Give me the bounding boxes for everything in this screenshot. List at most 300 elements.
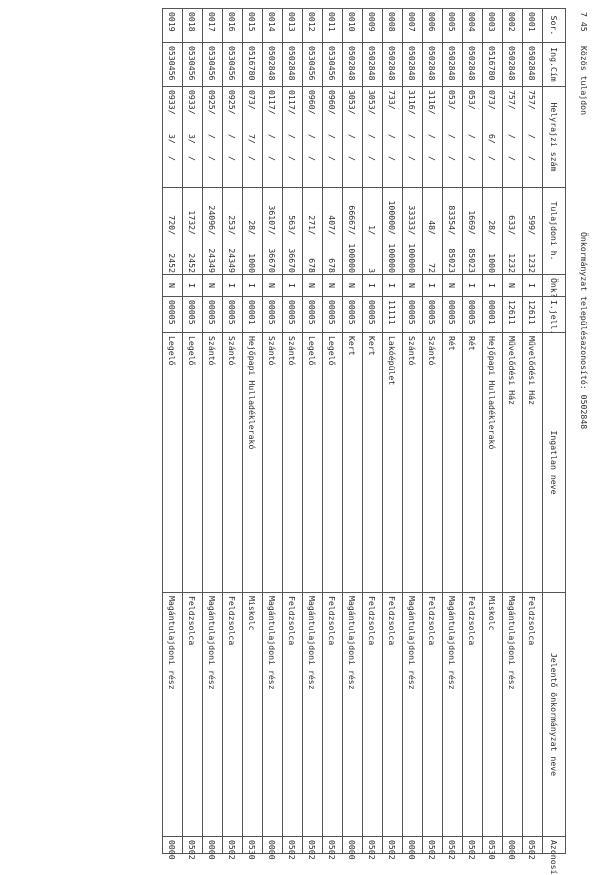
cell-helyrajzi-szam (243, 87, 263, 188)
cell-ing-cim: 0502848 (443, 43, 463, 87)
tul-numerator: 599/ (527, 215, 538, 235)
cell-azonosito: 0000 (163, 837, 183, 854)
cell-helyrajzi-szam (223, 87, 243, 188)
table-body (163, 9, 543, 860)
cell-ingatlan-neve: Szántó (423, 333, 443, 593)
hrsz-part3: / (167, 156, 178, 161)
cell-helyrajzi-szam (383, 87, 403, 188)
hrsz-part1: 0117/ (267, 90, 278, 115)
cell-helyrajzi-szam (283, 87, 303, 188)
table-row (203, 9, 223, 854)
cell-ing-cim: 0516780 (243, 43, 263, 87)
cell-sor: 0014 (263, 9, 283, 43)
tul-numerator: 563/ (287, 215, 298, 235)
table-row (343, 9, 363, 854)
hrsz-part3: / (187, 156, 198, 161)
cell-i-jell: 00005 (423, 297, 443, 333)
col-header-tulajdoni-h: Tulajdoni h. (543, 188, 566, 275)
cell-onk: I (183, 275, 203, 297)
hrsz-part1: 3116/ (427, 90, 438, 115)
cell-ing-cim: 0530456 (303, 43, 323, 87)
cell-jelento-onkormanyzat: Feldzsolca (323, 593, 343, 837)
tul-numerator: 271/ (307, 215, 318, 235)
cell-azonosito: 0000 (503, 837, 523, 854)
hrsz-part1: 073/ (487, 90, 498, 110)
hrsz-part3: / (347, 156, 358, 161)
hrsz-part2: / (287, 134, 298, 139)
cell-azonosito: 0502 (223, 837, 243, 854)
cell-ingatlan-neve: Művelődési Ház (523, 333, 543, 593)
cell-azonosito: 0502 (363, 837, 383, 854)
cell-jelento-onkormanyzat: Magántulajdoni rész (403, 593, 423, 837)
cell-sor: 0007 (403, 9, 423, 43)
document-title: Önkormányzat településazonosító: 0502848 (579, 232, 589, 430)
hrsz-part3: / (267, 156, 278, 161)
hrsz-part2: / (387, 134, 398, 139)
tul-denominator: 36670 (267, 248, 278, 273)
cell-jelento-onkormanyzat: Magántulajdoni rész (503, 593, 523, 837)
cell-tulajdoni-hanyad (483, 188, 503, 275)
tul-numerator: 1732/ (187, 210, 198, 235)
table-row (503, 9, 523, 854)
cell-jelento-onkormanyzat: Miskolc (483, 593, 503, 837)
table-row (183, 9, 203, 854)
cell-ing-cim: 0502848 (463, 43, 483, 87)
cell-i-jell: 00005 (203, 297, 223, 333)
cell-i-jell: 12611 (523, 297, 543, 333)
cell-helyrajzi-szam (343, 87, 363, 188)
cell-i-jell: 00001 (483, 297, 503, 333)
table-row (403, 9, 423, 854)
cell-helyrajzi-szam (483, 87, 503, 188)
hrsz-part1: 0933/ (187, 90, 198, 115)
cell-ingatlan-neve: Legelő (163, 333, 183, 593)
cell-tulajdoni-hanyad (503, 188, 523, 275)
cell-sor: 0002 (503, 9, 523, 43)
cell-ingatlan-neve: Hejőpapi Hulladéklerakó (243, 333, 263, 593)
cell-ing-cim: 0530456 (203, 43, 223, 87)
cell-onk: N (503, 275, 523, 297)
cell-ing-cim: 0502848 (403, 43, 423, 87)
tul-numerator: 253/ (227, 215, 238, 235)
cell-helyrajzi-szam (463, 87, 483, 188)
cell-azonosito: 0000 (403, 837, 423, 854)
cell-azonosito: 0502 (283, 837, 303, 854)
cell-azonosito: 0502 (323, 837, 343, 854)
cell-ingatlan-neve: Szántó (203, 333, 223, 593)
cell-i-jell: 00005 (403, 297, 423, 333)
cell-tulajdoni-hanyad (423, 188, 443, 275)
table-row (363, 9, 383, 854)
cell-tulajdoni-hanyad (243, 188, 263, 275)
col-header-helyrajzi-szam: Helyrajzi szám (543, 87, 566, 188)
property-table (162, 8, 566, 875)
tul-numerator: 36107/ (267, 205, 278, 235)
cell-sor: 0015 (243, 9, 263, 43)
tul-denominator: 678 (327, 258, 338, 273)
cell-i-jell: 00005 (443, 297, 463, 333)
cell-ing-cim: 0502848 (423, 43, 443, 87)
table-row (163, 9, 183, 854)
cell-jelento-onkormanyzat: Feldzsolca (183, 593, 203, 837)
tul-numerator: 66667/ (347, 205, 358, 235)
hrsz-part1: 053/ (447, 90, 458, 110)
cell-ing-cim: 0502848 (503, 43, 523, 87)
cell-ing-cim: 0530456 (163, 43, 183, 87)
cell-ing-cim: 0502848 (363, 43, 383, 87)
hrsz-part2: / (507, 134, 518, 139)
hrsz-part3: / (407, 156, 418, 161)
cell-onk: I (483, 275, 503, 297)
table-header-row (543, 9, 566, 854)
cell-ingatlan-neve: Lakóépület (383, 333, 403, 593)
cell-onk: N (403, 275, 423, 297)
tul-numerator: 24096/ (207, 205, 218, 235)
tul-numerator: 48/ (427, 220, 438, 235)
tul-numerator: 83354/ (447, 205, 458, 235)
cell-jelento-onkormanyzat: Feldzsolca (283, 593, 303, 837)
cell-ing-cim: 0502848 (523, 43, 543, 87)
cell-onk: I (243, 275, 263, 297)
cell-ingatlan-neve: Művelődési Ház (503, 333, 523, 593)
table-row (283, 9, 303, 854)
hrsz-part2: 3/ (167, 134, 178, 144)
cell-sor: 0011 (323, 9, 343, 43)
hrsz-part2: 6/ (487, 134, 498, 144)
hrsz-part2: 3/ (187, 134, 198, 144)
hrsz-part3: / (227, 156, 238, 161)
cell-jelento-onkormanyzat: Magántulajdoni rész (343, 593, 363, 837)
table-row (423, 9, 443, 854)
cell-i-jell: 11111 (383, 297, 403, 333)
cell-onk: N (263, 275, 283, 297)
cell-azonosito: 0502 (463, 837, 483, 854)
cell-ingatlan-neve: Rét (443, 333, 463, 593)
table-row (523, 9, 543, 854)
cell-azonosito: 0502 (523, 837, 543, 854)
cell-jelento-onkormanyzat: Feldzsolca (523, 593, 543, 837)
cell-sor: 0005 (443, 9, 463, 43)
cell-tulajdoni-hanyad (283, 188, 303, 275)
cell-azonosito: 0502 (183, 837, 203, 854)
hrsz-part2: / (207, 134, 218, 139)
col-header-i-jell: I.jell. (543, 297, 566, 333)
cell-onk: I (423, 275, 443, 297)
cell-ingatlan-neve: Legelő (183, 333, 203, 593)
tul-denominator: 100000 (407, 243, 418, 273)
cell-sor: 0006 (423, 9, 443, 43)
tul-denominator: 100000 (347, 243, 358, 273)
cell-i-jell: 00005 (163, 297, 183, 333)
tul-denominator: 1000 (247, 253, 258, 273)
tul-denominator: 24349 (227, 248, 238, 273)
hrsz-part1: 3053/ (367, 90, 378, 115)
hrsz-part3: / (327, 156, 338, 161)
hrsz-part3: / (387, 156, 398, 161)
cell-ing-cim: 0502848 (283, 43, 303, 87)
table-row (303, 9, 323, 854)
cell-i-jell: 00005 (363, 297, 383, 333)
hrsz-part3: / (447, 156, 458, 161)
hrsz-part2: / (467, 134, 478, 139)
hrsz-part3: / (427, 156, 438, 161)
tul-numerator: 633/ (507, 215, 518, 235)
tul-numerator: 33333/ (407, 205, 418, 235)
hrsz-part1: 0960/ (327, 90, 338, 115)
col-header-sor: Sor. (543, 9, 566, 43)
cell-sor: 0008 (383, 9, 403, 43)
col-header-azonosito: Azonosí (543, 837, 566, 854)
hrsz-part1: 0117/ (287, 90, 298, 115)
cell-helyrajzi-szam (303, 87, 323, 188)
cell-azonosito: 0502 (443, 837, 463, 854)
cell-helyrajzi-szam (323, 87, 343, 188)
cell-sor: 0018 (183, 9, 203, 43)
cell-i-jell: 12611 (503, 297, 523, 333)
cell-i-jell: 00005 (183, 297, 203, 333)
cell-ingatlan-neve: Szántó (223, 333, 243, 593)
tul-numerator: 100000/ (387, 200, 398, 235)
hrsz-part1: 0960/ (307, 90, 318, 115)
table-row (463, 9, 483, 854)
tul-numerator: 28/ (487, 220, 498, 235)
hrsz-part3: / (507, 156, 518, 161)
cell-helyrajzi-szam (203, 87, 223, 188)
cell-jelento-onkormanyzat: Feldzsolca (463, 593, 483, 837)
hrsz-part2: / (527, 134, 538, 139)
hrsz-part1: 0925/ (227, 90, 238, 115)
cell-jelento-onkormanyzat: Feldzsolca (363, 593, 383, 837)
tul-denominator: 24349 (207, 248, 218, 273)
hrsz-part3: / (307, 156, 318, 161)
cell-ing-cim: 0530456 (323, 43, 343, 87)
tul-denominator: 2452 (167, 253, 178, 273)
cell-helyrajzi-szam (523, 87, 543, 188)
cell-azonosito: 0502 (383, 837, 403, 854)
cell-jelento-onkormanyzat: Magántulajdoni rész (443, 593, 463, 837)
table-row (383, 9, 403, 854)
cell-sor: 0004 (463, 9, 483, 43)
hrsz-part3: / (527, 156, 538, 161)
tul-denominator: 85023 (447, 248, 458, 273)
hrsz-part1: 0933/ (167, 90, 178, 115)
table-row (223, 9, 243, 854)
cell-onk: I (523, 275, 543, 297)
tul-denominator: 1232 (527, 253, 538, 273)
cell-onk: N (163, 275, 183, 297)
tul-denominator: 1232 (507, 253, 518, 273)
tul-denominator: 100000 (387, 243, 398, 273)
tul-denominator: 85023 (467, 248, 478, 273)
col-header-ingatlan-neve: Ingatlan neve (543, 333, 566, 593)
hrsz-part2: / (447, 134, 458, 139)
cell-ing-cim: 0516780 (483, 43, 503, 87)
cell-sor: 0001 (523, 9, 543, 43)
cell-azonosito: 0502 (423, 837, 443, 854)
cell-onk: I (383, 275, 403, 297)
cell-i-jell: 00005 (263, 297, 283, 333)
page-number: 7 45 (579, 12, 589, 32)
table-row (243, 9, 263, 854)
cell-tulajdoni-hanyad (323, 188, 343, 275)
cell-ingatlan-neve: Kert (343, 333, 363, 593)
cell-i-jell: 00005 (463, 297, 483, 333)
table-row (483, 9, 503, 854)
hrsz-part2: / (347, 134, 358, 139)
cell-onk: I (363, 275, 383, 297)
tul-numerator: 407/ (327, 215, 338, 235)
cell-sor: 0003 (483, 9, 503, 43)
cell-onk: I (463, 275, 483, 297)
cell-onk: N (343, 275, 363, 297)
cell-tulajdoni-hanyad (263, 188, 283, 275)
cell-ingatlan-neve: Szántó (283, 333, 303, 593)
cell-tulajdoni-hanyad (383, 188, 403, 275)
cell-i-jell: 00005 (323, 297, 343, 333)
hrsz-part1: 757/ (527, 90, 538, 110)
cell-tulajdoni-hanyad (343, 188, 363, 275)
hrsz-part3: / (207, 156, 218, 161)
hrsz-part2: / (367, 134, 378, 139)
cell-jelento-onkormanyzat: Magántulajdoni rész (263, 593, 283, 837)
cell-jelento-onkormanyzat: Magántulajdoni rész (203, 593, 223, 837)
hrsz-part2: / (327, 134, 338, 139)
cell-sor: 0013 (283, 9, 303, 43)
cell-i-jell: 00005 (303, 297, 323, 333)
cell-tulajdoni-hanyad (403, 188, 423, 275)
cell-azonosito: 0000 (343, 837, 363, 854)
cell-ing-cim: 0502848 (263, 43, 283, 87)
tul-denominator: 2452 (187, 253, 198, 273)
cell-azonosito: 0530 (483, 837, 503, 854)
cell-helyrajzi-szam (503, 87, 523, 188)
hrsz-part2: / (307, 134, 318, 139)
cell-azonosito: 0000 (203, 837, 223, 854)
cell-sor: 0017 (203, 9, 223, 43)
cell-sor: 0009 (363, 9, 383, 43)
hrsz-part2: / (407, 134, 418, 139)
cell-onk: I (223, 275, 243, 297)
hrsz-part1: 053/ (467, 90, 478, 110)
cell-i-jell: 00005 (223, 297, 243, 333)
cell-jelento-onkormanyzat: Magántulajdoni rész (303, 593, 323, 837)
hrsz-part3: / (367, 156, 378, 161)
tul-denominator: 36670 (287, 248, 298, 273)
cell-i-jell: 00001 (243, 297, 263, 333)
cell-azonosito: 0000 (263, 837, 283, 854)
cell-helyrajzi-szam (363, 87, 383, 188)
cell-sor: 0012 (303, 9, 323, 43)
cell-ing-cim: 0530456 (183, 43, 203, 87)
tul-numerator: 720/ (167, 215, 178, 235)
hrsz-part1: 3116/ (407, 90, 418, 115)
cell-helyrajzi-szam (183, 87, 203, 188)
cell-tulajdoni-hanyad (463, 188, 483, 275)
hrsz-part3: / (467, 156, 478, 161)
hrsz-part1: 073/ (247, 90, 258, 110)
section-title: Közös tulajdon (579, 46, 589, 116)
cell-tulajdoni-hanyad (443, 188, 463, 275)
cell-tulajdoni-hanyad (223, 188, 243, 275)
cell-ingatlan-neve: Rét (463, 333, 483, 593)
cell-i-jell: 00005 (283, 297, 303, 333)
hrsz-part1: 0925/ (207, 90, 218, 115)
cell-jelento-onkormanyzat: Feldzsolca (223, 593, 243, 837)
cell-sor: 0019 (163, 9, 183, 43)
hrsz-part1: 3053/ (347, 90, 358, 115)
cell-jelento-onkormanyzat: Miskolc (243, 593, 263, 837)
hrsz-part2: 7/ (247, 134, 258, 144)
hrsz-part3: / (487, 156, 498, 161)
cell-ing-cim: 0530456 (223, 43, 243, 87)
cell-ingatlan-neve: Legelő (323, 333, 343, 593)
hrsz-part3: / (287, 156, 298, 161)
cell-sor: 0010 (343, 9, 363, 43)
table-row (323, 9, 343, 854)
table-row (443, 9, 463, 854)
cell-ing-cim: 0502848 (383, 43, 403, 87)
cell-helyrajzi-szam (263, 87, 283, 188)
tul-denominator: 72 (427, 263, 438, 273)
cell-onk: N (323, 275, 343, 297)
col-header-jelento-onkormanyzat: Jelentő önkormányzat neve (543, 593, 566, 837)
cell-ing-cim: 0502848 (343, 43, 363, 87)
cell-jelento-onkormanyzat: Magántulajdoni rész (163, 593, 183, 837)
cell-jelento-onkormanyzat: Feldzsolca (423, 593, 443, 837)
cell-ingatlan-neve: Szántó (403, 333, 423, 593)
cell-onk: N (443, 275, 463, 297)
tul-numerator: 1/ (367, 225, 378, 235)
cell-tulajdoni-hanyad (303, 188, 323, 275)
cell-helyrajzi-szam (443, 87, 463, 188)
cell-onk: N (203, 275, 223, 297)
tul-numerator: 28/ (247, 220, 258, 235)
cell-ingatlan-neve: Kert (363, 333, 383, 593)
cell-onk: N (303, 275, 323, 297)
cell-ingatlan-neve: Hejőpapi Hulladéklerakó (483, 333, 503, 593)
cell-helyrajzi-szam (423, 87, 443, 188)
table-row (263, 9, 283, 854)
cell-tulajdoni-hanyad (523, 188, 543, 275)
hrsz-part2: / (267, 134, 278, 139)
cell-onk: I (283, 275, 303, 297)
hrsz-part2: / (227, 134, 238, 139)
cell-i-jell: 00005 (343, 297, 363, 333)
tul-denominator: 1000 (487, 253, 498, 273)
col-header-onk: Önk? (543, 275, 566, 297)
hrsz-part3: / (247, 156, 258, 161)
col-header-ing-cim: Ing.Cím (543, 43, 566, 87)
cell-tulajdoni-hanyad (363, 188, 383, 275)
hrsz-part2: / (427, 134, 438, 139)
cell-tulajdoni-hanyad (163, 188, 183, 275)
cell-tulajdoni-hanyad (183, 188, 203, 275)
tul-numerator: 1669/ (467, 210, 478, 235)
tul-denominator: 3 (367, 268, 378, 273)
hrsz-part1: 733/ (387, 90, 398, 110)
tul-denominator: 678 (307, 258, 318, 273)
cell-jelento-onkormanyzat: Feldzsolca (383, 593, 403, 837)
cell-tulajdoni-hanyad (203, 188, 223, 275)
cell-azonosito: 0530 (243, 837, 263, 854)
cell-helyrajzi-szam (403, 87, 423, 188)
cell-ingatlan-neve: Szántó (263, 333, 283, 593)
cell-helyrajzi-szam (163, 87, 183, 188)
hrsz-part1: 757/ (507, 90, 518, 110)
cell-ingatlan-neve: Legelő (303, 333, 323, 593)
cell-sor: 0016 (223, 9, 243, 43)
cell-azonosito: 0502 (303, 837, 323, 854)
